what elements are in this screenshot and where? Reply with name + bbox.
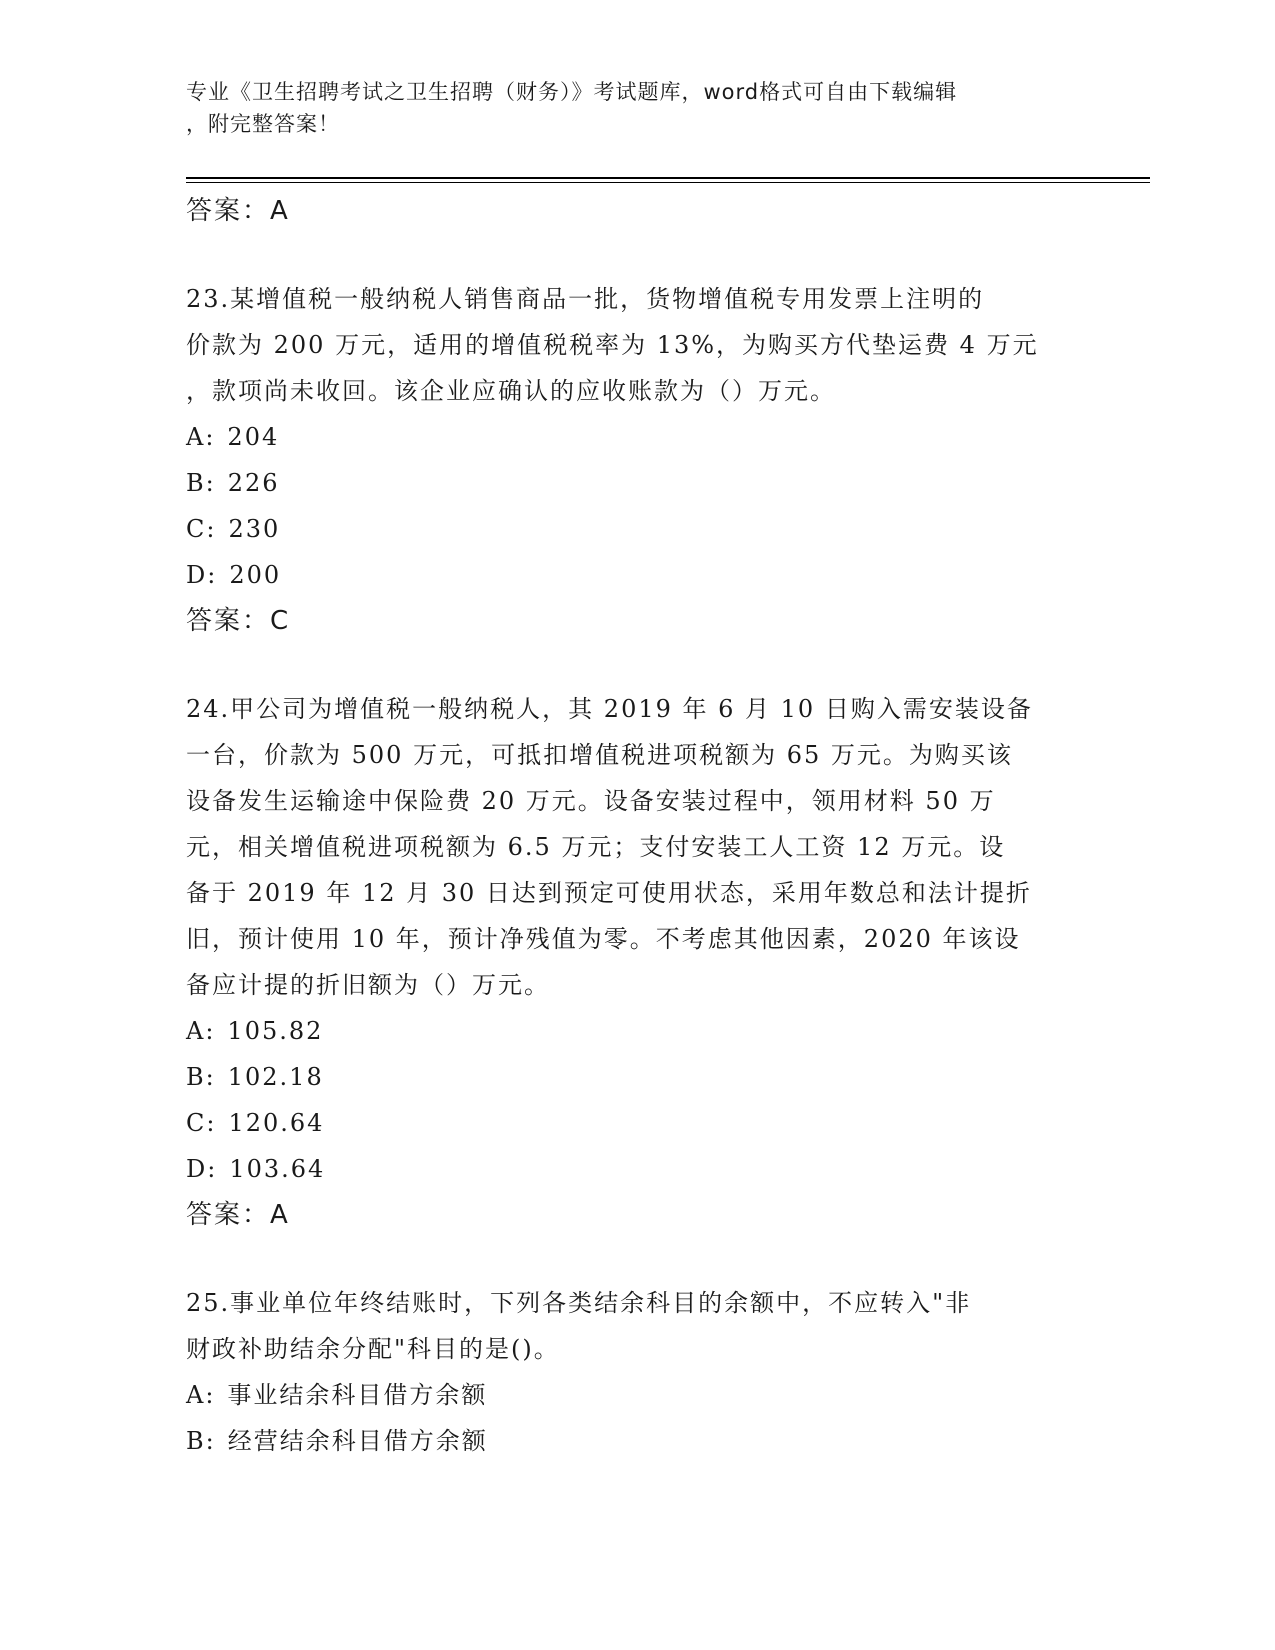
option-text: 200 — [229, 561, 282, 589]
question-text-line: 旧，预计使用 10 年，预计净残值为零。不考虑其他因素，2020 年该设 — [186, 925, 1021, 953]
answer-option — [186, 1054, 1086, 1100]
answer-option — [186, 460, 1086, 506]
option-label: C: — [186, 1109, 217, 1137]
option-text: 204 — [227, 423, 280, 451]
option-label: C: — [186, 515, 217, 543]
page-header — [186, 76, 1066, 140]
answer-option — [186, 414, 1086, 460]
answer-option — [186, 1372, 1086, 1418]
question-text-line: 备于 2019 年 12 月 30 日达到预定可使用状态，采用年数总和法计提折 — [186, 879, 1032, 907]
question-text-line: 25.事业单位年终结账时，下列各类结余科目的余额中，不应转入"非 — [186, 1289, 972, 1317]
option-label: B: — [186, 469, 216, 497]
header-rule — [186, 177, 1150, 179]
question-block — [186, 1280, 1086, 1464]
answer-option — [186, 1008, 1086, 1054]
option-text: 事业结余科目借方余额 — [227, 1381, 488, 1409]
option-text: 105.82 — [227, 1017, 324, 1045]
header-rule-thin — [186, 182, 1150, 183]
option-label: B: — [186, 1427, 216, 1455]
header-line-2: ，附完整答案！ — [186, 112, 340, 136]
answer-option — [186, 552, 1086, 598]
option-label: A: — [186, 1017, 216, 1045]
answer-line: 答案：A — [186, 1200, 290, 1230]
option-text: 103.64 — [229, 1155, 326, 1183]
question-text-line: 设备发生运输途中保险费 20 万元。设备安装过程中，领用材料 50 万 — [186, 787, 996, 815]
header-line-1: 专业《卫生招聘考试之卫生招聘（财务）》考试题库，word格式可自由下载编辑 — [186, 80, 958, 104]
question-block — [186, 276, 1086, 644]
answer-option — [186, 1146, 1086, 1192]
question-spacer — [186, 644, 1086, 686]
answer-option — [186, 1100, 1086, 1146]
question-spacer — [186, 1238, 1086, 1280]
option-text: 120.64 — [228, 1109, 325, 1137]
answer-line: 答案：C — [186, 606, 291, 636]
question-text-line: 一台，价款为 500 万元，可抵扣增值税进项税额为 65 万元。为购买该 — [186, 741, 1013, 769]
option-label: D: — [186, 561, 218, 589]
answer-line: 答案：A — [186, 196, 290, 226]
question-text-line: ，款项尚未收回。该企业应确认的应收账款为（）万元。 — [186, 377, 836, 405]
question-text-line: 价款为 200 万元，适用的增值税税率为 13%，为购买方代垫运费 4 万元 — [186, 331, 1039, 359]
question-block — [186, 686, 1086, 1238]
question-spacer — [186, 234, 1086, 276]
document-body — [186, 188, 1086, 1464]
answer-option — [186, 506, 1086, 552]
option-label: A: — [186, 1381, 216, 1409]
question-text-line: 24.甲公司为增值税一般纳税人，其 2019 年 6 月 10 日购入需安装设备 — [186, 695, 1033, 723]
option-text: 经营结余科目借方余额 — [227, 1427, 488, 1455]
question-text-line: 元，相关增值税进项税额为 6.5 万元；支付安装工人工资 12 万元。设 — [186, 833, 1006, 861]
option-text: 102.18 — [227, 1063, 324, 1091]
option-label: A: — [186, 423, 216, 451]
option-label: B: — [186, 1063, 216, 1091]
answer-option — [186, 1418, 1086, 1464]
question-text-line: 财政补助结余分配"科目的是()。 — [186, 1335, 560, 1363]
question-text-line: 23.某增值税一般纳税人销售商品一批，货物增值税专用发票上注明的 — [186, 285, 985, 313]
option-label: D: — [186, 1155, 218, 1183]
option-text: 226 — [227, 469, 280, 497]
question-text-line: 备应计提的折旧额为（）万元。 — [186, 971, 550, 999]
option-text: 230 — [228, 515, 281, 543]
